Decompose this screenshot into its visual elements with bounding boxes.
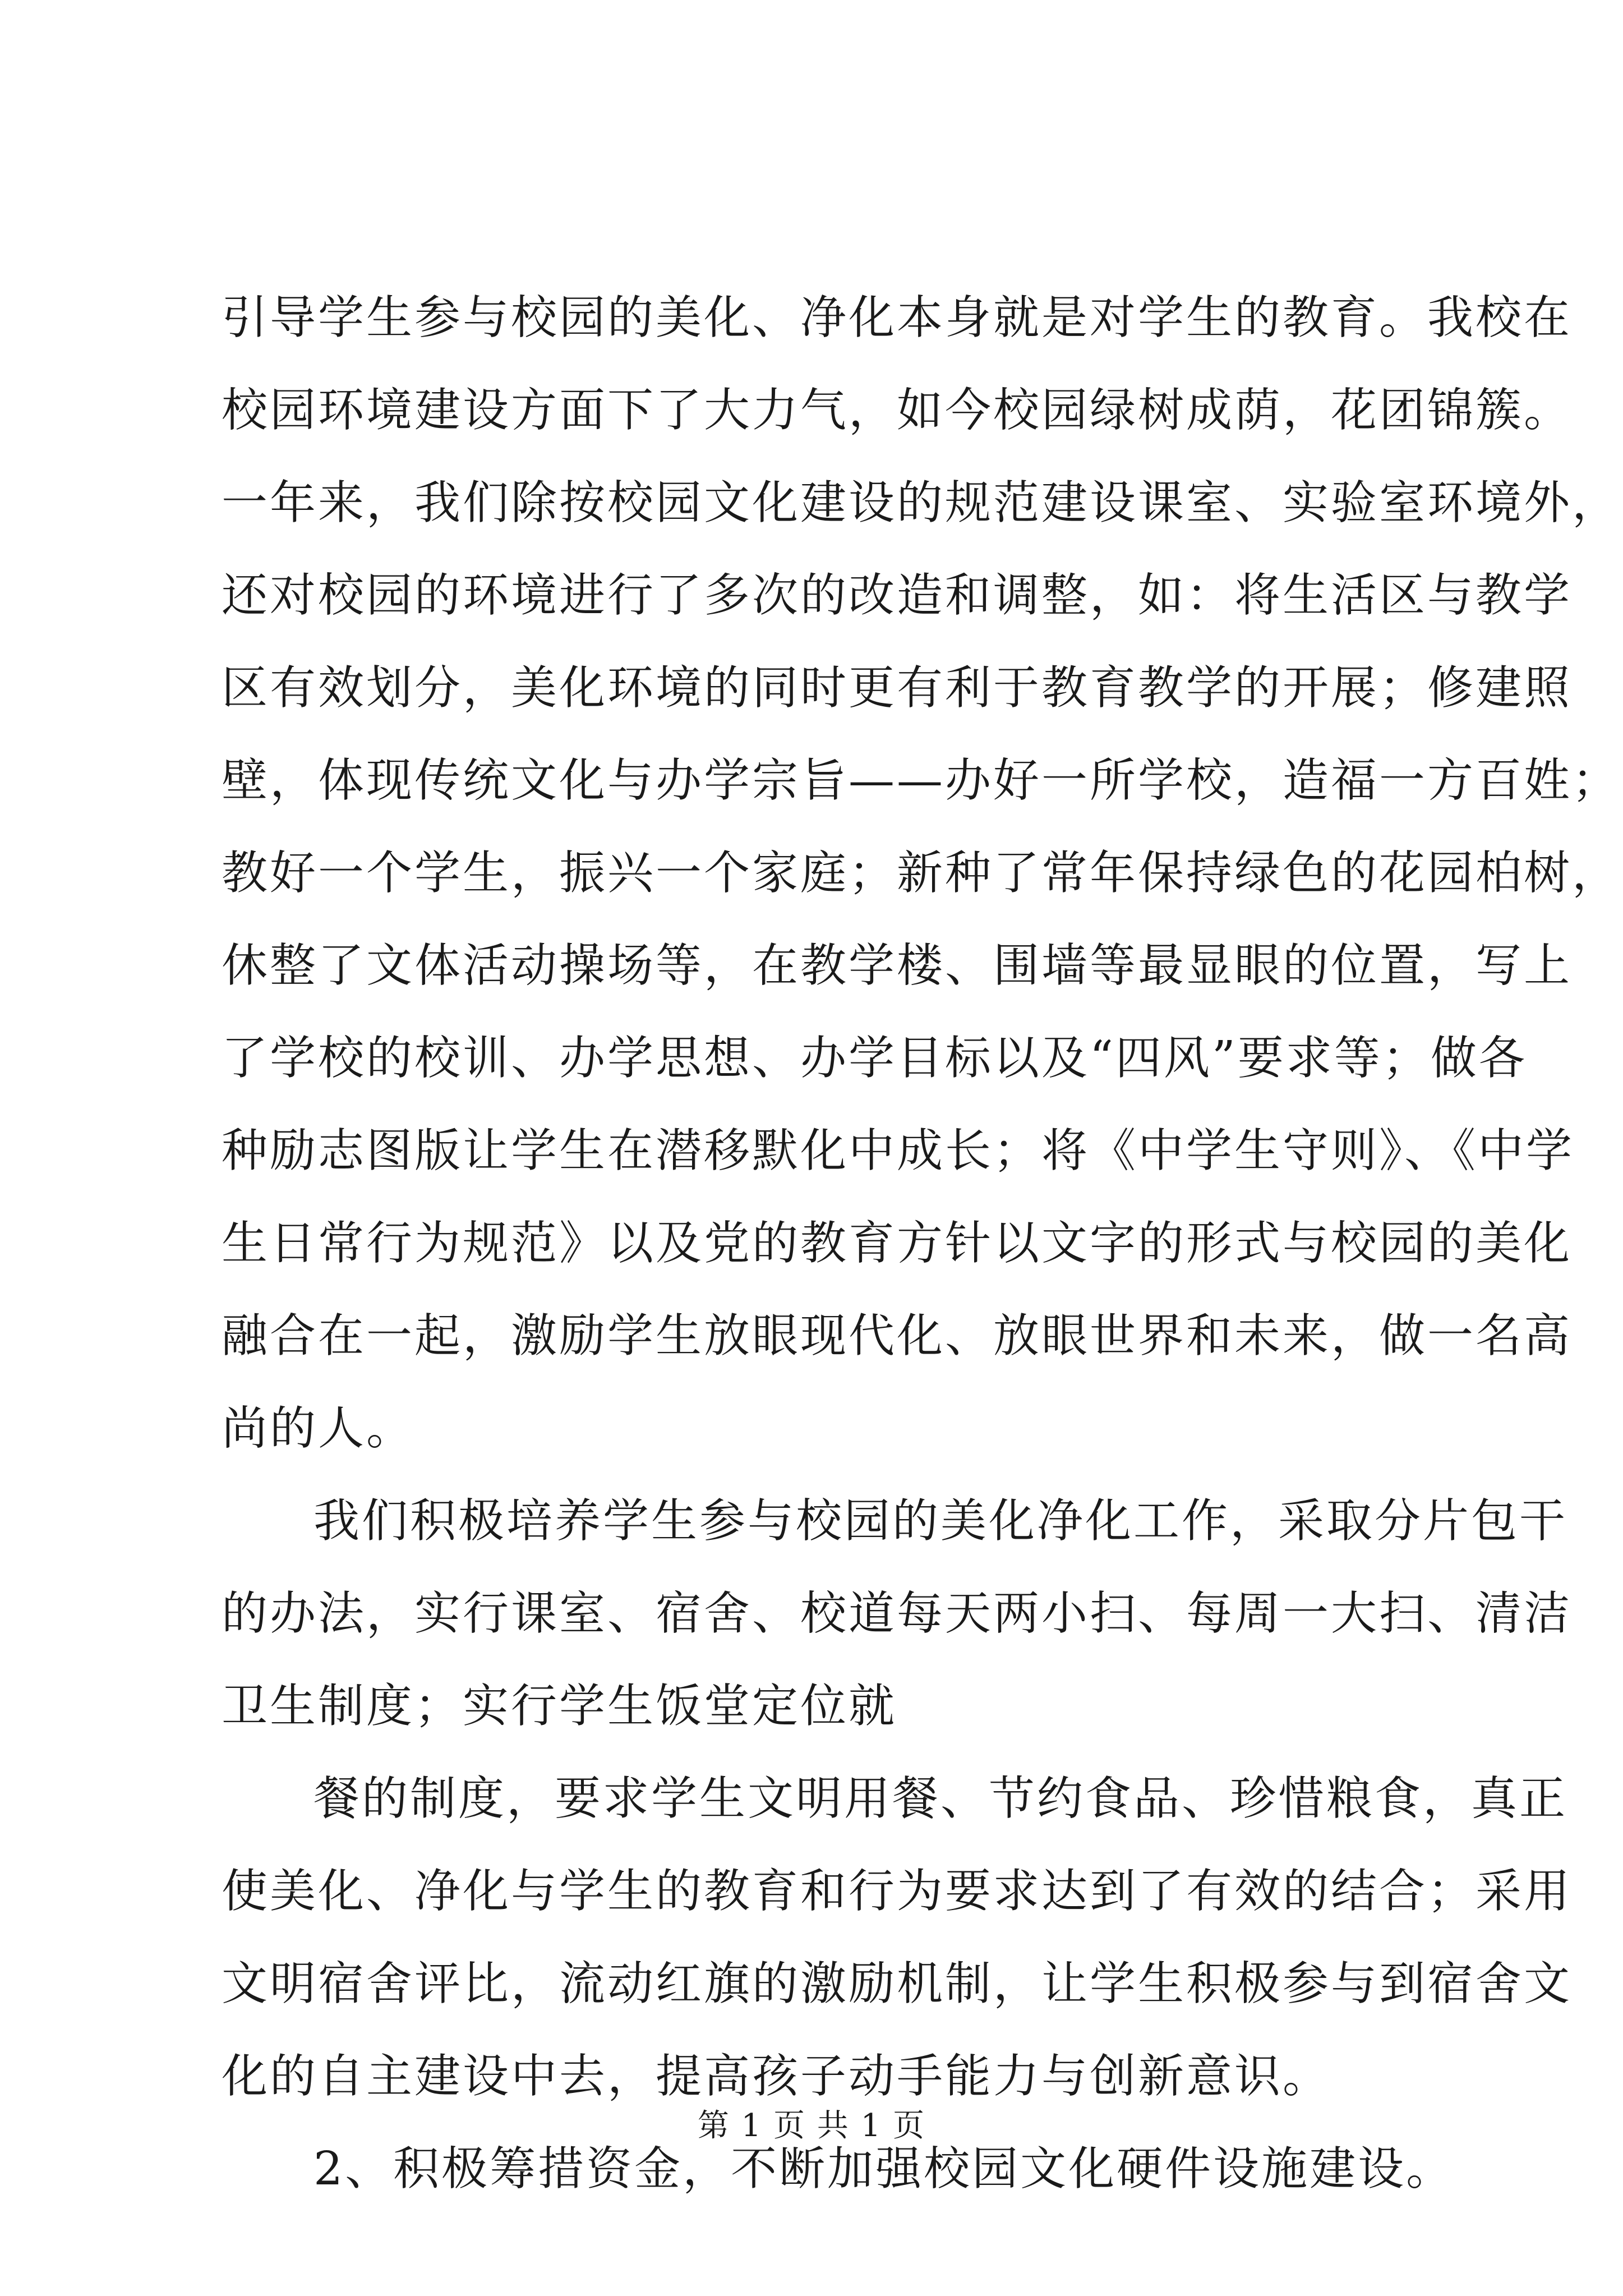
text-line: 区有效划分，美化环境的同时更有利于教育教学的开展；修建照 [222,661,1573,715]
paragraph-3 [222,1752,1573,2123]
text-line-content: 餐的制度，要求学生文明用餐、节约食品、珍惜粮食，真正 [313,1772,1568,1825]
text-line: 一年来，我们除按校园文化建设的规范建设课室、实验室环境外， [222,476,1621,530]
text-line: 引导学生参与校园的美化、净化本身就是对学生的教育。我校在 [222,291,1573,344]
text-line: 校园环境建设方面下了大力气，如今校园绿树成荫，花团锦簇。 [222,384,1573,437]
text-line-content: 我们积极培养学生参与校园的美化净化工作，采取分片包干 [313,1494,1568,1548]
text-line: 还对校园的环境进行了多次的改造和调整，如：将生活区与教学 [222,569,1573,622]
text-line: 种励志图版让学生在潜移默化中成长；将《中学生守则》、《中学 [222,1124,1575,1177]
text-line: 尚的人。 [222,1402,415,1455]
page-footer: 第 1 页 共 1 页 [697,2108,926,2144]
text-line [222,1475,1568,1567]
text-line: 使美化、净化与学生的教育和行为要求达到了有效的结合；采用 [222,1865,1573,1918]
document-body [222,272,1621,2215]
text-line: 的办法，实行课室、宿舍、校道每天两小扫、每周一大扫、清洁 [222,1587,1573,1640]
text-line: 休整了文体活动操场等，在教学楼、围墙等最显眼的位置，写上 [222,939,1573,992]
text-line: 卫生制度；实行学生饭堂定位就 [222,1680,897,1733]
text-line [222,1752,1568,1845]
text-line: 了学校的校训、办学思想、办学目标以及“四风”要求等；做各 [222,1032,1527,1085]
text-line: 教好一个学生，振兴一个家庭；新种了常年保持绿色的花园柏树， [222,846,1621,900]
text-line: 融合在一起，激励学生放眼现代化、放眼世界和未来，做一名高 [222,1309,1573,1363]
text-line: 壁，体现传统文化与办学宗旨——办好一所学校，造福一方百姓； [222,754,1621,807]
paragraph-2 [222,1475,1573,1752]
paragraph-1 [222,272,1621,1475]
text-line: 文明宿舍评比，流动红旗的激励机制，让学生积极参与到宿舍文 [222,1957,1573,2010]
text-line: 生日常行为规范》以及党的教育方针以文字的形式与校园的美化 [222,1217,1573,1270]
text-line: 化的自主建设中去，提高孩子动手能力与创新意识。 [222,2050,1331,2103]
section-heading: 2、积极筹措资金，不断加强校园文化硬件设施建设。 [313,2142,1455,2196]
